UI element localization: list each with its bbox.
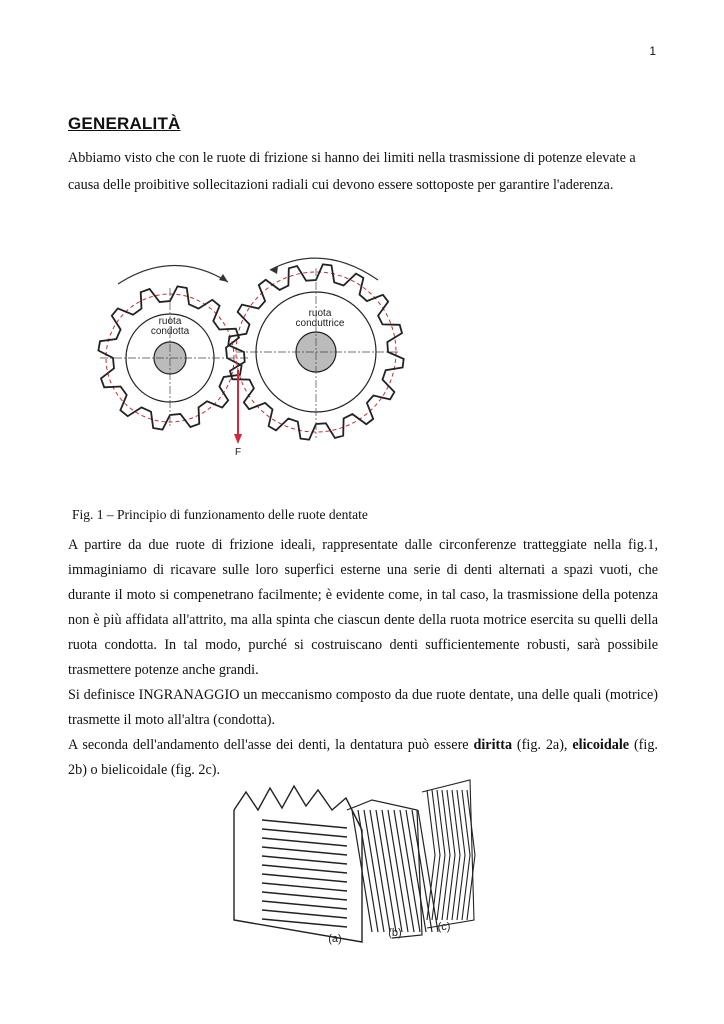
rotation-arrow-left-icon [118, 265, 228, 284]
gear-types-figure [222, 770, 492, 950]
driven-gear-label-1: ruota [158, 316, 182, 327]
driving-gear-icon [228, 264, 403, 439]
driven-gear-label-2: condotta [150, 326, 190, 337]
label-b: (b) [388, 927, 402, 939]
driving-gear-label-1: ruota [308, 308, 332, 319]
gear-mesh-figure [88, 248, 408, 463]
page-number: 1 [649, 44, 656, 58]
keyword-elicoidale: elicoidale [572, 737, 630, 753]
driving-gear-label-2: conduttrice [295, 318, 345, 329]
force-label: F [234, 447, 242, 458]
figure-1-caption: Fig. 1 – Principio di funzionamento delle ruote dentate [72, 507, 368, 522]
definition-paragraph: Si definisce INGRANAGGIO un meccanismo composto da due ruote dentate, una delle quali (motrice) trasmette il moto all'altra (condotta). [68, 687, 658, 728]
label-a: (a) [328, 933, 342, 945]
main-paragraph: A partire da due ruote di frizione ideali, rappresentate dalle circonferenze tratteggiate nella fig.1, immaginiamo di ricavare sulle loro superfici esterne una serie di denti alternati a spazi vuoti, che durante il moto si compenetrano facilmente; è evidente come, in tal caso, la trasmissione della potenza non è più affidata all'attrito, ma alla spinta che ciascun dente della ruota motrice esercita su quelli della ruota condotta. In tal modo, purché si costruiscano denti sufficientemente robusti, sarà possibile trasmettere potenze anche grandi. [68, 537, 658, 678]
intro-paragraph: Abbiamo visto che con le ruote di frizione si hanno dei limiti nella trasmissione di potenze elevate a causa delle proibitive sollecitazioni radiali cui devono essere sottoposte per garantire l'aderenza. [68, 150, 636, 193]
label-c: (c) [437, 921, 451, 933]
spur-gear-icon [234, 786, 362, 942]
section-heading: GENERALITÀ [68, 114, 181, 133]
driven-gear-icon [98, 286, 248, 429]
keyword-diritta: diritta [473, 737, 513, 753]
herringbone-gear-icon [422, 780, 475, 928]
gear-types-paragraph: A seconda dell'andamento dell'asse dei denti, la dentatura può essere diritta (fig. 2a), elicoidale (fig. 2b) o bielicoidale (fig. 2c). [68, 737, 658, 778]
helical-gear-icon [347, 800, 438, 938]
